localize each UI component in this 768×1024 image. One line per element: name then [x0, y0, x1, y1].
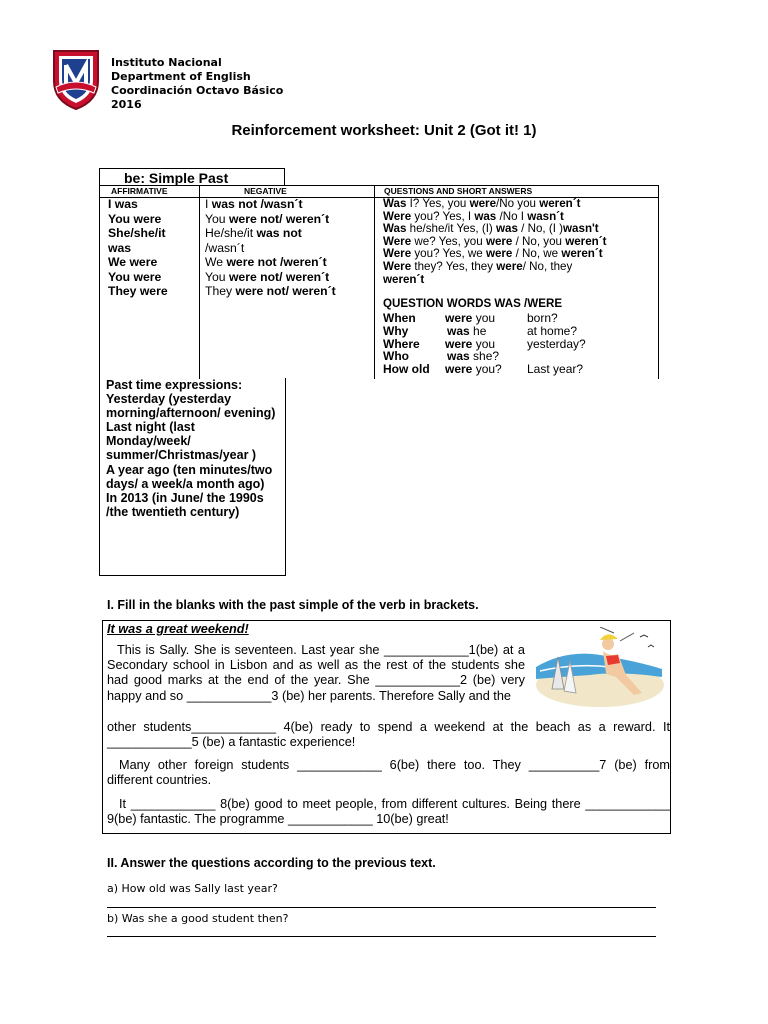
header-line: 2016 — [111, 98, 142, 111]
expression-line: In 2013 (in June/ the 1990s /the twentieth century) — [106, 490, 264, 519]
exercise1-box-title: It was a great weekend! — [107, 622, 249, 636]
question-line: Were they? Yes, they were/ No, they — [383, 259, 573, 273]
expression-line: Yesterday (yesterday morning/afternoon/ evening) — [106, 392, 276, 421]
header-affirmative: AFFIRMATIVE — [111, 186, 168, 196]
answer-line-a[interactable] — [107, 907, 656, 908]
question-word-row: Who was she? — [383, 349, 500, 364]
header-questions: QUESTIONS AND SHORT ANSWERS — [384, 186, 533, 196]
question-line: Were we? Yes, you were / No, you weren´t — [383, 234, 607, 248]
negative-column — [205, 197, 336, 299]
affirmative-item: We were — [108, 255, 158, 269]
school-logo — [50, 47, 102, 111]
expression-line: A year ago (ten minutes/two days/ a week/a month ago) — [106, 462, 273, 491]
question-word-row: When were you born? — [383, 311, 558, 325]
question-words-title: QUESTION WORDS WAS /WERE — [383, 297, 563, 311]
header-line: Coordinación Octavo Básico — [111, 84, 284, 97]
question-word-row: Why was he at home? — [383, 323, 578, 338]
negative-item: He/she/it was not — [205, 226, 302, 240]
beach-girl-illustration — [530, 627, 665, 712]
exercise2-instruction: II. Answer the questions according to the previous text. — [107, 856, 436, 870]
exercise1-paragraph3: It ____________ 8(be) good to meet people, from different cultures. Being there ____________ 9(be) fantastic. The programme ____________ 10(be) great! — [107, 797, 670, 827]
question-words-table — [383, 312, 586, 376]
exercise1-instruction: I. Fill in the blanks with the past simple of the verb in brackets. — [107, 598, 479, 612]
affirmative-item: They were — [108, 284, 168, 298]
question-line: Was he/she/it Yes, (I) was / No, (I )wasn't — [383, 222, 599, 236]
affirmative-item: You were — [108, 269, 162, 284]
past-time-expressions — [99, 378, 286, 576]
exercise1-paragraph1b: other students____________ 4(be) ready to spend a weekend at the beach as a reward. It ____________5 (be) a fantastic experience! — [107, 720, 670, 750]
affirmative-item: You were — [108, 211, 162, 226]
negative-item: You were not/ weren´t — [205, 211, 330, 226]
affirmative-item: I was — [108, 197, 138, 211]
question-b: b) Was she a good student then? — [107, 912, 289, 925]
negative-item: We were not /weren´t — [205, 255, 327, 269]
expression-line: Past time expressions: — [106, 378, 243, 392]
question-line: weren´t — [383, 272, 425, 286]
expression-line: Last night (last Monday/week/ summer/Christmas/year ) — [106, 420, 257, 463]
question-line: Were you? Yes, I was /No I wasn´t — [383, 209, 564, 223]
exercise1-paragraph1a: This is Sally. She is seventeen. Last year she ____________1(be) at a Secondary school in Lisbon and as well as the rest of the students she had good marks at the end of the year. She ____________2 (be) very happy and so ____________3 (be) her parents. Therefore Sally and the — [107, 643, 525, 703]
affirmative-column — [108, 197, 168, 299]
negative-item: They were not/ weren´t — [205, 284, 336, 298]
header-line: Department of English — [111, 70, 251, 83]
grammar-box-title: be: Simple Past — [99, 168, 285, 186]
school-header — [111, 56, 283, 112]
affirmative-item: was — [108, 240, 132, 255]
grammar-table — [99, 185, 659, 379]
negative-item: I was not /wasn´t — [205, 197, 303, 211]
question-line: Were you? Yes, we were / No, we weren´t — [383, 247, 603, 261]
affirmative-item: She/she/it — [108, 226, 166, 240]
negative-item: /wasn´t — [205, 240, 245, 255]
exercise1-paragraph2: Many other foreign students ____________ 6(be) there too. They __________7 (be) from different countries. — [107, 758, 670, 788]
question-line: Was I? Yes, you were/No you weren´t — [383, 197, 581, 210]
worksheet-title: Reinforcement worksheet: Unit 2 (Got it! 1) — [231, 122, 537, 139]
question-word-row: Where were you yesterday? — [383, 336, 586, 351]
negative-item: You were not/ weren´t — [205, 269, 330, 284]
question-word-row: How old were you? Last year? — [383, 362, 584, 377]
question-a: a) How old was Sally last year? — [107, 882, 278, 895]
answer-line-b[interactable] — [107, 936, 656, 937]
header-negative: NEGATIVE — [244, 186, 287, 196]
header-line: Instituto Nacional — [111, 56, 222, 69]
questions-column — [383, 198, 606, 311]
